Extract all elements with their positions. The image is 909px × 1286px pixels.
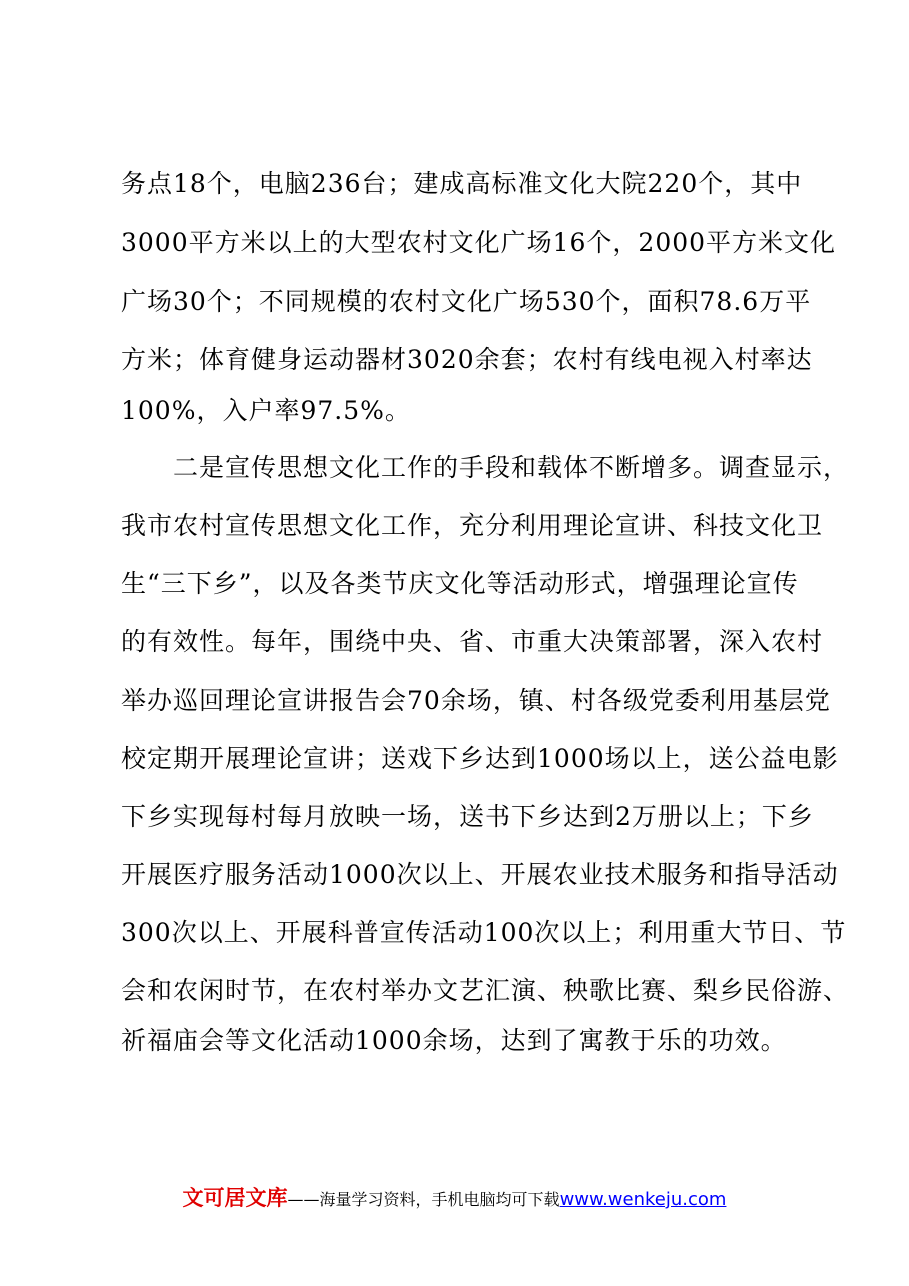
footer-banner [0,1182,909,1212]
footer-tagline: ——海量学习资料，手机电脑均可下载 [287,1190,560,1209]
body-text-line: 的有效性。每年，围绕中央、省、市重大决策部署，深入农村 [121,627,824,656]
body-text-line: 100%，入户率97.5%。 [121,396,411,425]
body-text-line: 下乡实现每村每月放映一场，送书下乡达到2万册以上；下乡 [121,802,814,831]
body-text-line: 祈福庙会等文化活动1000余场，达到了寓教于乐的功效。 [121,1026,787,1055]
body-text-line: 方米；体育健身运动器材3020余套；农村有线电视入村率达 [121,345,813,374]
body-text-line: 生“三下乡”，以及各类节庆文化等活动形式，增强理论宣传 [121,569,799,598]
body-text-line: 务点18个，电脑236台；建成高标准文化大院220个，其中 [121,169,803,198]
body-text-line: 3000平方米以上的大型农村文化广场16个，2000平方米文化 [121,228,837,257]
body-text-line: 会和农闲时节，在农村举办文艺汇演、秧歌比赛、梨乡民俗游、 [121,976,850,1005]
body-text-line: 二是宣传思想文化工作的手段和载体不断增多。调查显示， [121,453,850,482]
body-text-line: 校定期开展理论宣讲；送戏下乡达到1000场以上，送公益电影 [121,744,839,773]
footer-link[interactable]: www.wenkeju.com [559,1189,727,1210]
body-text-line: 300次以上、开展科普宣传活动100次以上；利用重大节日、节 [121,918,847,947]
body-text-line: 开展医疗服务活动1000次以上、开展农业技术服务和指导活动 [121,860,839,889]
body-text-line: 广场30个；不同规模的农村文化广场530个，面积78.6万平 [121,287,812,316]
body-text-line: 举办巡回理论宣讲报告会70余场，镇、村各级党委利用基层党 [121,686,831,715]
body-text-line: 我市农村宣传思想文化工作，充分利用理论宣讲、科技文化卫 [121,511,824,540]
footer-brand: 文可居文库 [182,1186,288,1210]
